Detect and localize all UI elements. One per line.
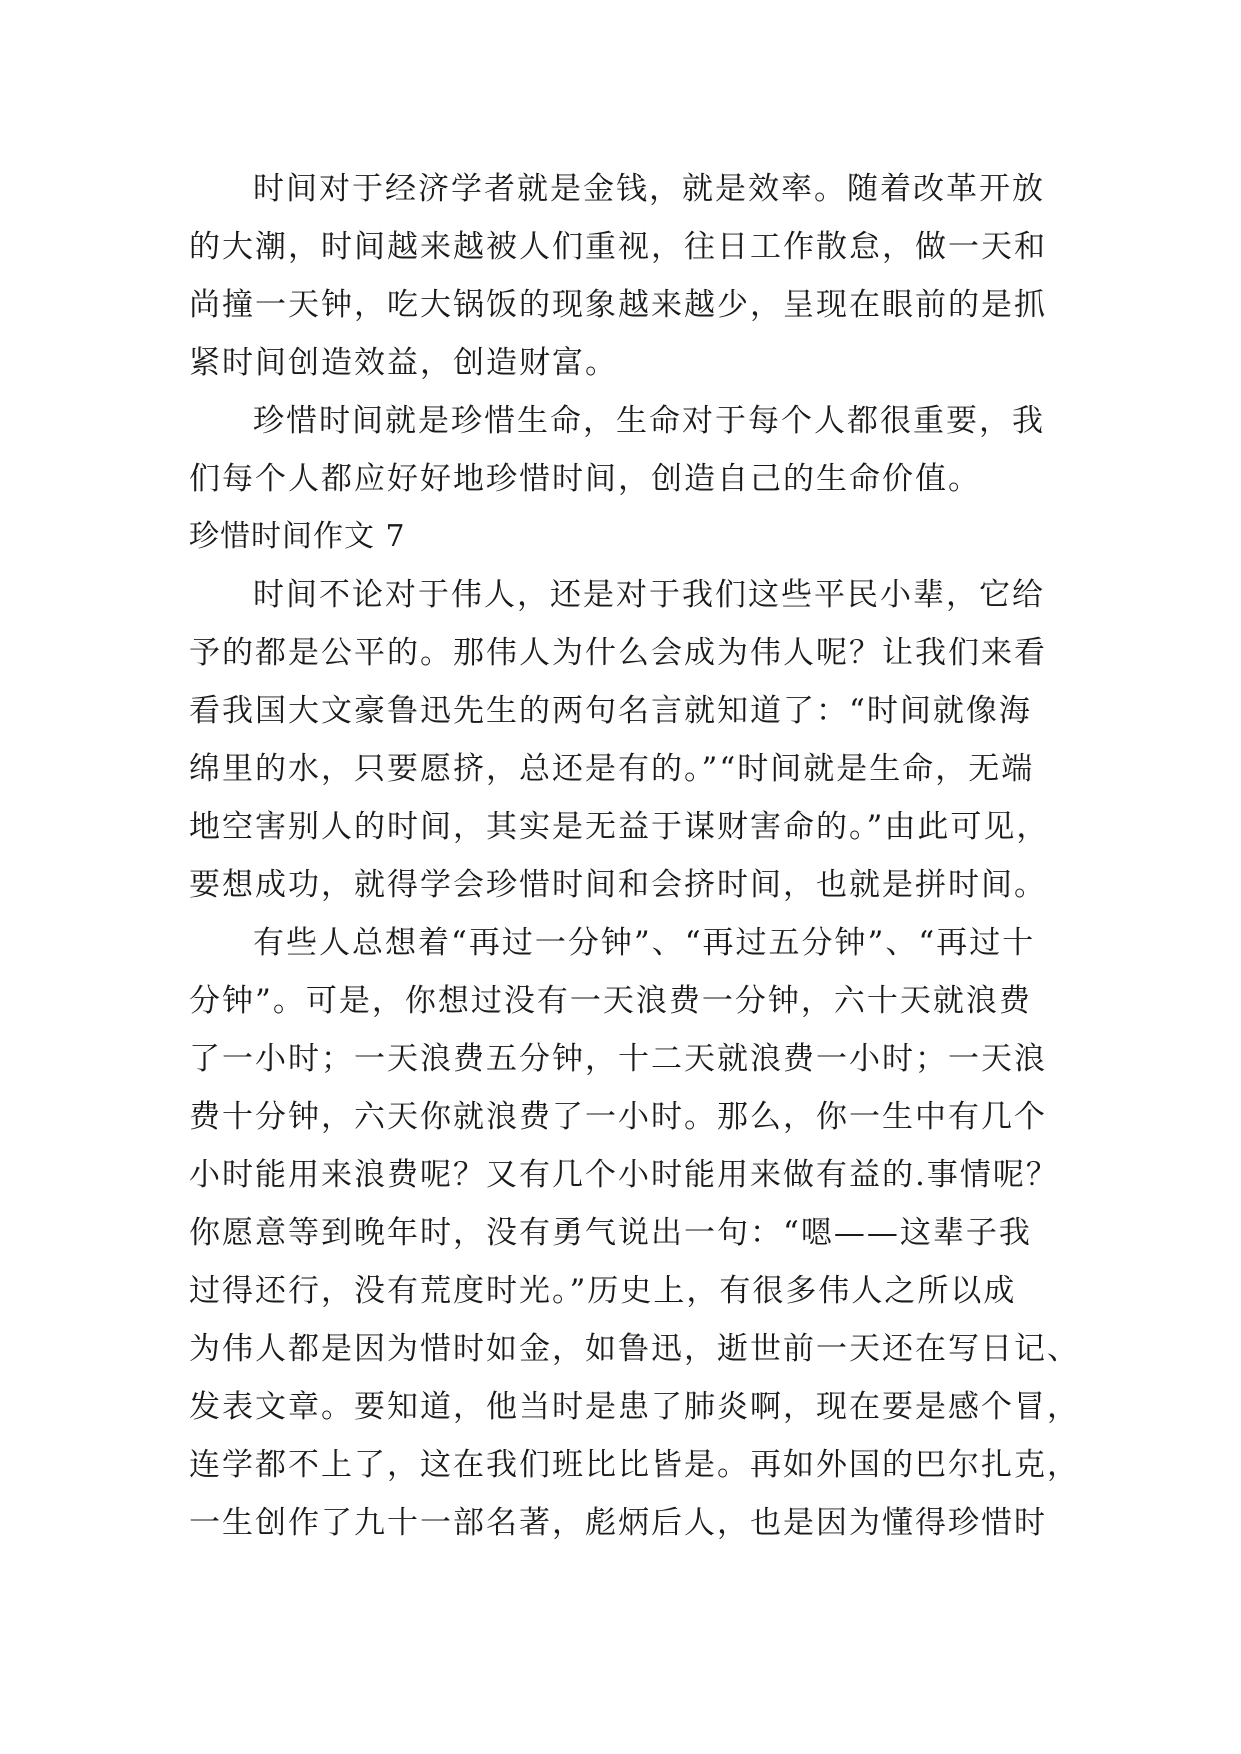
paragraph-line: 有些人总想着“再过一分钟”、“再过五分钟”、“再过十: [253, 925, 1036, 961]
paragraph-line: 珍惜时间就是珍惜生命，生命对于每个人都很重要，我: [253, 403, 1045, 439]
paragraph-line: 一生创作了九十一部名著，彪炳后人，也是因为懂得珍惜时: [189, 1505, 1047, 1541]
paragraph-line: 要想成功，就得学会珍惜时间和会挤时间，也就是拼时间。: [189, 867, 1047, 903]
paragraph-great-people: [189, 566, 1069, 914]
paragraph-line: 过得还行，没有荒度时光。”历史上，有很多伟人之所以成: [189, 1273, 1017, 1309]
paragraph-line: 予的都是公平的。那伟人为什么会成为伟人呢？让我们来看: [189, 635, 1047, 671]
paragraph-line: 为伟人都是因为惜时如金，如鲁迅，逝世前一天还在写日记、: [189, 1331, 1080, 1367]
paragraph-line: 地空害别人的时间，其实是无益于谋财害命的。”由此可见，: [189, 809, 1050, 845]
paragraph-line: 尚撞一天钟，吃大锅饭的现象越来越少，呈现在眼前的是抓: [189, 287, 1047, 323]
paragraph-line: 们每个人都应好好地珍惜时间，创造自己的生命价值。: [189, 461, 981, 497]
paragraph-line: 紧时间创造效益，创造财富。: [189, 345, 618, 381]
paragraph-line: 绵里的水，只要愿挤，总还是有的。”“时间就是生命，无端: [189, 751, 1035, 787]
paragraph-line: 了一小时；一天浪费五分钟，十二天就浪费一小时；一天浪: [189, 1041, 1047, 1077]
paragraph-line: 你愿意等到晚年时，没有勇气说出一句：“嗯——这辈子我: [189, 1215, 1032, 1251]
paragraph-line: 费十分钟，六天你就浪费了一小时。那么，你一生中有几个: [189, 1099, 1047, 1135]
paragraph-line: 发表文章。要知道，他当时是患了肺炎啊，现在要是感个冒，: [189, 1389, 1080, 1425]
document-body: [189, 160, 1080, 1552]
paragraph-line: 的大潮，时间越来越被人们重视，往日工作散怠，做一天和: [189, 229, 1047, 265]
paragraph-economics: [189, 160, 1069, 392]
paragraph-cherish-life: [189, 392, 1069, 508]
paragraph-line: 连学都不上了，这在我们班比比皆是。再如外国的巴尔扎克，: [189, 1447, 1080, 1483]
paragraph-line: 看我国大文豪鲁迅先生的两句名言就知道了：“时间就像海: [189, 693, 1032, 729]
paragraph-line: 时间对于经济学者就是金钱，就是效率。随着改革开放: [253, 171, 1045, 207]
paragraph-line: 分钟”。可是，你想过没有一天浪费一分钟，六十天就浪费: [189, 983, 1032, 1019]
essay-heading: 珍惜时间作文 7: [189, 519, 406, 554]
paragraph-line: 小时能用来浪费呢？又有几个小时能用来做有益的.事情呢？: [189, 1157, 1059, 1193]
paragraph-wasting-minutes: [189, 914, 1080, 1552]
paragraph-line: 时间不论对于伟人，还是对于我们这些平民小辈，它给: [253, 577, 1045, 613]
